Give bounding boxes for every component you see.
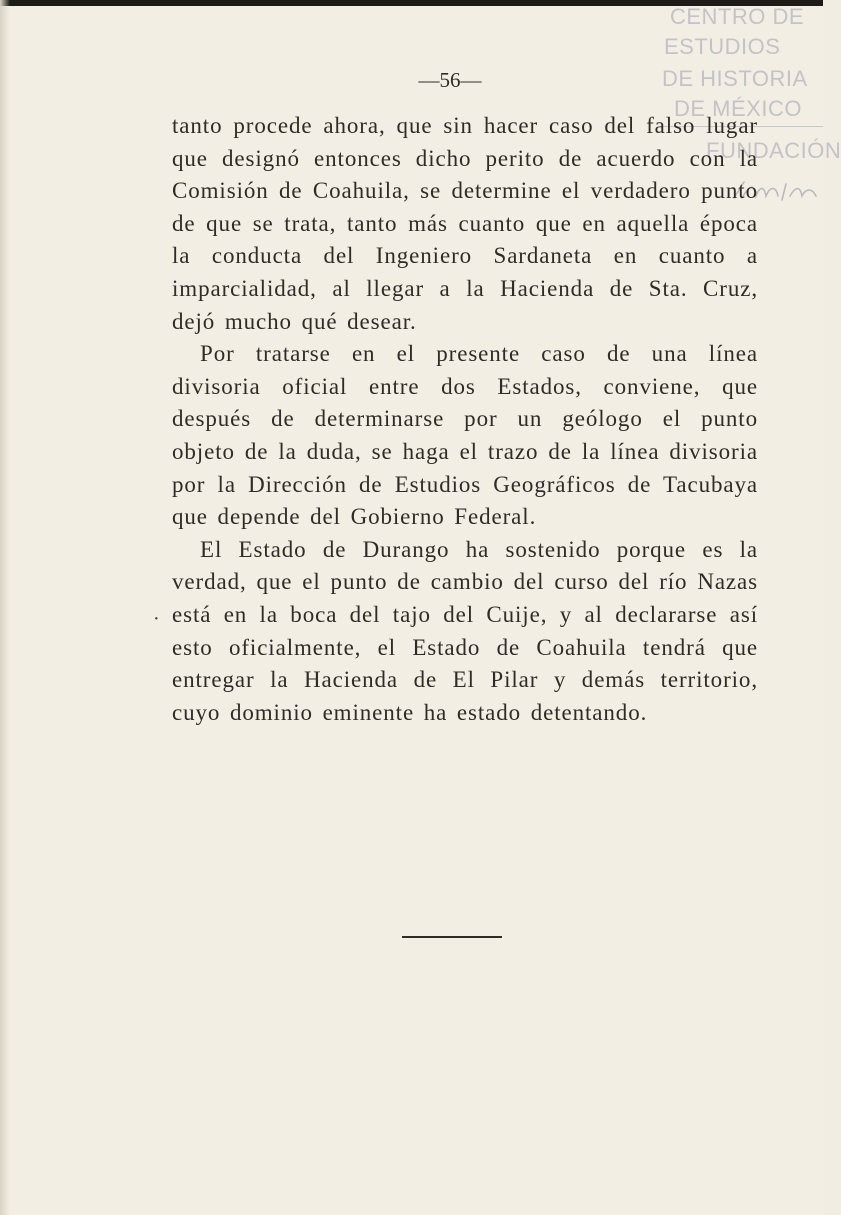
- watermark-line: CENTRO DE: [670, 4, 805, 29]
- paragraph: El Estado de Durango ha sostenido porque es la verdad, que el punto de cambio del curso del río Nazas está en la boca del tajo del Cuije, y al declararse así esto oficialmente, el Estado de Coahuila tendrá que entregar la Hacienda de El Pilar y demás territorio, cuyo dominio eminente ha estado detentando.: [172, 536, 758, 725]
- stray-mark: ·: [153, 608, 160, 630]
- watermark-line: DE MÉXICO: [674, 96, 802, 121]
- watermark-line: DE HISTORIA: [662, 66, 808, 91]
- paragraph: Por tratarse en el presente caso de una línea divisoria oficial entre dos Estados, conviene, que después de determinarse por un geólogo el punto objeto de la duda, se haga el trazo de la línea divisoria por la Dirección de Estudios Geográficos de Tacubaya que depende del Gobierno Federal.: [172, 341, 758, 530]
- scan-left-shadow: [0, 0, 10, 1215]
- paragraph: tanto procede ahora, que sin hacer caso del falso lugar que designó entonces dicho perito de acuerdo con la Comisión de Coahuila, se determine el verdadero punto de que se trata, tanto más cuanto que en aquella época la conducta del Ingeniero Sardaneta en cuanto a imparcialidad, al llegar a la Hacienda de Sta. Cruz, dejó mucho qué desear.: [172, 113, 758, 334]
- body-text: [172, 110, 758, 729]
- watermark-line: ESTUDIOS: [664, 34, 781, 59]
- page-number: —56—: [418, 68, 482, 92]
- watermark-line: FUNDACIÓN: [706, 138, 841, 163]
- end-of-text-rule: [402, 936, 502, 938]
